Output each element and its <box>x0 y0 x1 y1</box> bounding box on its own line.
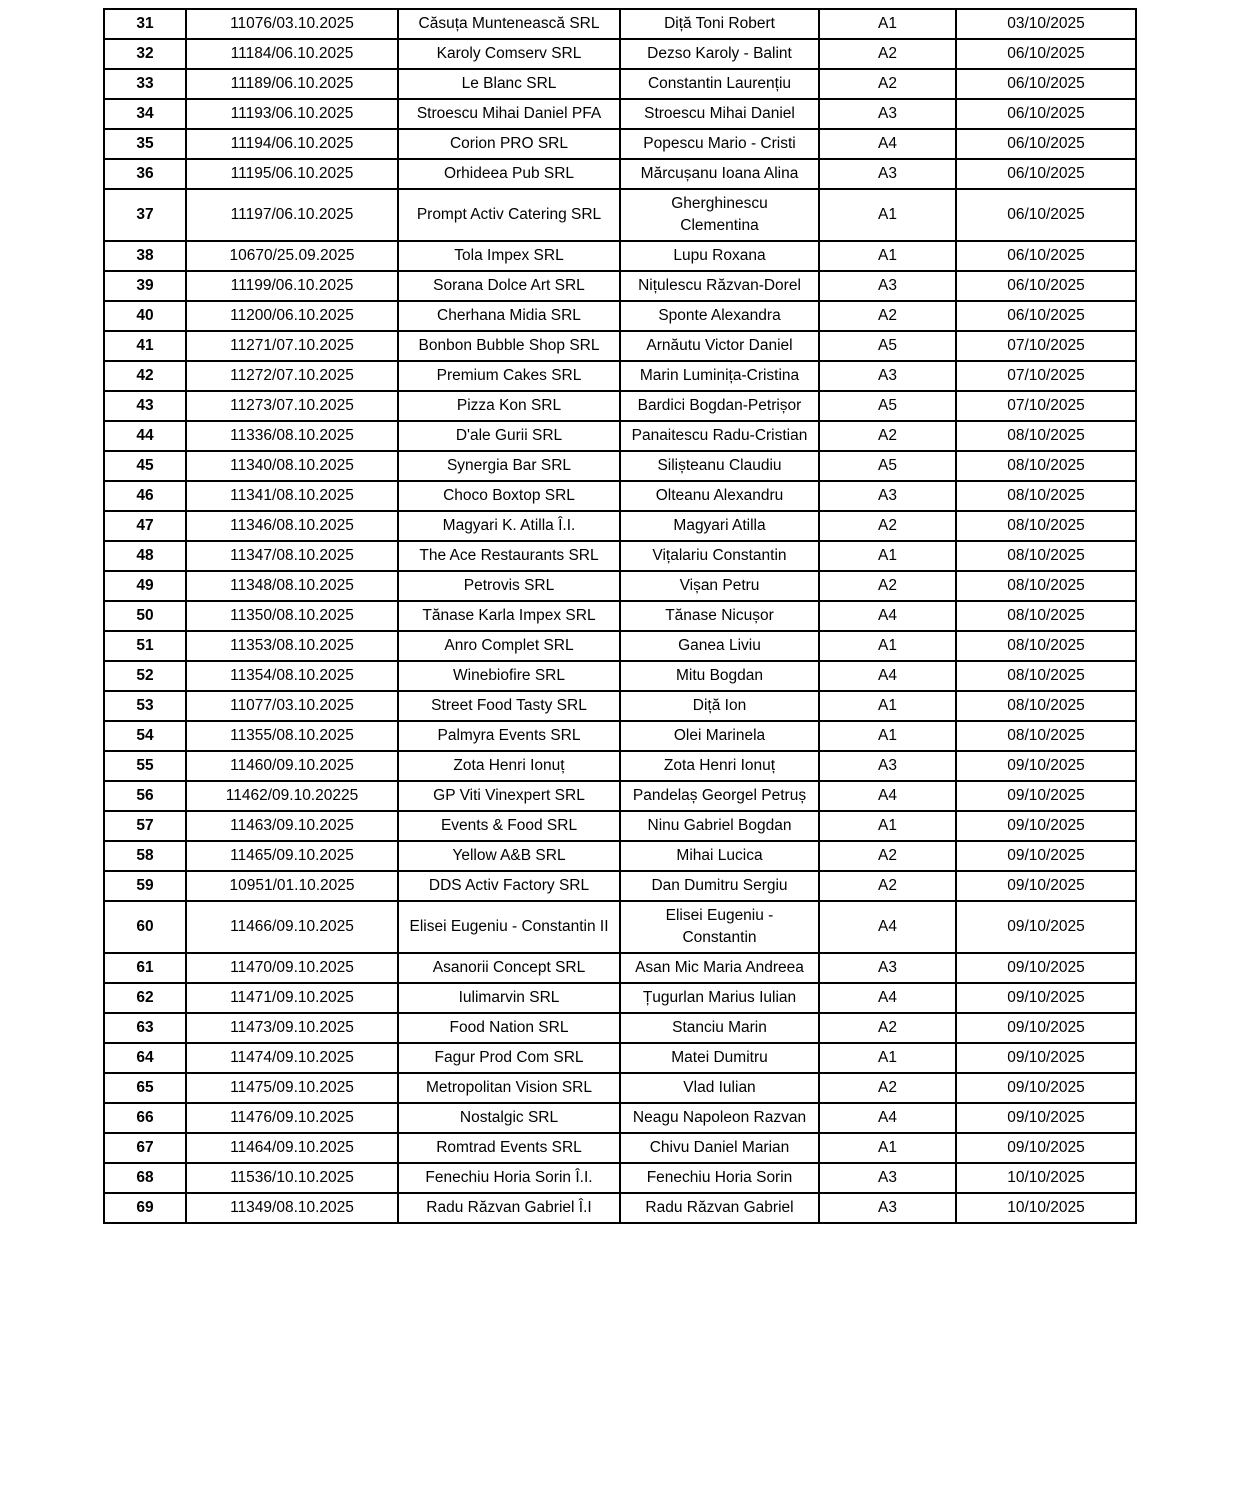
cell-date: 09/10/2025 <box>956 841 1136 871</box>
cell-row-number: 33 <box>104 69 186 99</box>
cell-registration-number: 11470/09.10.2025 <box>186 953 398 983</box>
cell-date: 08/10/2025 <box>956 721 1136 751</box>
cell-code: A4 <box>819 983 956 1013</box>
cell-registration-number: 11346/08.10.2025 <box>186 511 398 541</box>
cell-company-name: Food Nation SRL <box>398 1013 620 1043</box>
table-row <box>104 241 1136 271</box>
cell-row-number: 48 <box>104 541 186 571</box>
cell-code: A1 <box>819 691 956 721</box>
cell-company-name: Premium Cakes SRL <box>398 361 620 391</box>
cell-date: 09/10/2025 <box>956 953 1136 983</box>
cell-code: A5 <box>819 391 956 421</box>
cell-company-name: Căsuța Muntenească SRL <box>398 9 620 39</box>
cell-registration-number: 11340/08.10.2025 <box>186 451 398 481</box>
cell-code: A4 <box>819 129 956 159</box>
cell-date: 09/10/2025 <box>956 1073 1136 1103</box>
cell-company-name: Fagur Prod Com SRL <box>398 1043 620 1073</box>
cell-representative-name: Dan Dumitru Sergiu <box>620 871 819 901</box>
cell-company-name: Tănase Karla Impex SRL <box>398 601 620 631</box>
cell-company-name: Iulimarvin SRL <box>398 983 620 1013</box>
cell-representative-name: Mărcușanu Ioana Alina <box>620 159 819 189</box>
cell-row-number: 50 <box>104 601 186 631</box>
cell-code: A3 <box>819 1163 956 1193</box>
cell-registration-number: 11197/06.10.2025 <box>186 189 398 241</box>
cell-date: 06/10/2025 <box>956 241 1136 271</box>
cell-row-number: 68 <box>104 1163 186 1193</box>
cell-registration-number: 10670/25.09.2025 <box>186 241 398 271</box>
cell-row-number: 63 <box>104 1013 186 1043</box>
cell-code: A2 <box>819 841 956 871</box>
table-row <box>104 601 1136 631</box>
cell-representative-name: Stanciu Marin <box>620 1013 819 1043</box>
cell-representative-name: Matei Dumitru <box>620 1043 819 1073</box>
cell-company-name: Le Blanc SRL <box>398 69 620 99</box>
cell-registration-number: 10951/01.10.2025 <box>186 871 398 901</box>
cell-row-number: 69 <box>104 1193 186 1223</box>
cell-registration-number: 11195/06.10.2025 <box>186 159 398 189</box>
cell-registration-number: 11464/09.10.2025 <box>186 1133 398 1163</box>
cell-company-name: Karoly Comserv SRL <box>398 39 620 69</box>
cell-representative-name: Neagu Napoleon Razvan <box>620 1103 819 1133</box>
cell-company-name: Corion PRO SRL <box>398 129 620 159</box>
cell-company-name: Street Food Tasty SRL <box>398 691 620 721</box>
cell-representative-name: Elisei Eugeniu - Constantin <box>620 901 819 953</box>
cell-code: A3 <box>819 1193 956 1223</box>
cell-company-name: The Ace Restaurants SRL <box>398 541 620 571</box>
cell-row-number: 43 <box>104 391 186 421</box>
cell-representative-name: Zota Henri Ionuț <box>620 751 819 781</box>
cell-code: A2 <box>819 301 956 331</box>
table-row <box>104 391 1136 421</box>
cell-company-name: GP Viti Vinexpert SRL <box>398 781 620 811</box>
cell-representative-name: Olteanu Alexandru <box>620 481 819 511</box>
cell-company-name: Romtrad Events SRL <box>398 1133 620 1163</box>
cell-date: 07/10/2025 <box>956 331 1136 361</box>
cell-row-number: 39 <box>104 271 186 301</box>
cell-representative-name: Țugurlan Marius Iulian <box>620 983 819 1013</box>
cell-code: A2 <box>819 1073 956 1103</box>
table-row <box>104 1043 1136 1073</box>
cell-company-name: Winebiofire SRL <box>398 661 620 691</box>
cell-code: A2 <box>819 871 956 901</box>
cell-registration-number: 11463/09.10.2025 <box>186 811 398 841</box>
cell-company-name: Synergia Bar SRL <box>398 451 620 481</box>
cell-code: A4 <box>819 661 956 691</box>
table-row <box>104 511 1136 541</box>
cell-registration-number: 11471/09.10.2025 <box>186 983 398 1013</box>
cell-row-number: 42 <box>104 361 186 391</box>
cell-company-name: Choco Boxtop SRL <box>398 481 620 511</box>
cell-registration-number: 11336/08.10.2025 <box>186 421 398 451</box>
cell-date: 09/10/2025 <box>956 781 1136 811</box>
table-row <box>104 661 1136 691</box>
cell-date: 08/10/2025 <box>956 601 1136 631</box>
cell-date: 07/10/2025 <box>956 391 1136 421</box>
cell-date: 08/10/2025 <box>956 631 1136 661</box>
table-row <box>104 571 1136 601</box>
cell-representative-name: Asan Mic Maria Andreea <box>620 953 819 983</box>
cell-row-number: 53 <box>104 691 186 721</box>
cell-code: A4 <box>819 601 956 631</box>
cell-date: 09/10/2025 <box>956 1103 1136 1133</box>
cell-registration-number: 11350/08.10.2025 <box>186 601 398 631</box>
cell-date: 06/10/2025 <box>956 99 1136 129</box>
table-row <box>104 751 1136 781</box>
cell-company-name: Radu Răzvan Gabriel Î.I <box>398 1193 620 1223</box>
cell-row-number: 49 <box>104 571 186 601</box>
table-row <box>104 1163 1136 1193</box>
cell-representative-name: Ninu Gabriel Bogdan <box>620 811 819 841</box>
cell-company-name: Nostalgic SRL <box>398 1103 620 1133</box>
cell-date: 06/10/2025 <box>956 189 1136 241</box>
table-row <box>104 811 1136 841</box>
document-page <box>103 8 1137 1224</box>
cell-row-number: 57 <box>104 811 186 841</box>
cell-date: 08/10/2025 <box>956 571 1136 601</box>
cell-row-number: 47 <box>104 511 186 541</box>
cell-code: A1 <box>819 541 956 571</box>
table-row <box>104 983 1136 1013</box>
cell-code: A5 <box>819 331 956 361</box>
cell-registration-number: 11473/09.10.2025 <box>186 1013 398 1043</box>
table-row <box>104 1133 1136 1163</box>
table-row <box>104 99 1136 129</box>
cell-registration-number: 11460/09.10.2025 <box>186 751 398 781</box>
table-row <box>104 331 1136 361</box>
cell-code: A4 <box>819 901 956 953</box>
cell-date: 09/10/2025 <box>956 1133 1136 1163</box>
table-row <box>104 1103 1136 1133</box>
cell-date: 09/10/2025 <box>956 1043 1136 1073</box>
cell-registration-number: 11474/09.10.2025 <box>186 1043 398 1073</box>
cell-representative-name: Gherghinescu Clementina <box>620 189 819 241</box>
cell-row-number: 36 <box>104 159 186 189</box>
cell-representative-name: Panaitescu Radu-Cristian <box>620 421 819 451</box>
cell-representative-name: Vlad Iulian <box>620 1073 819 1103</box>
cell-company-name: Metropolitan Vision SRL <box>398 1073 620 1103</box>
cell-representative-name: Olei Marinela <box>620 721 819 751</box>
cell-representative-name: Pandelaș Georgel Petruș <box>620 781 819 811</box>
cell-code: A1 <box>819 1133 956 1163</box>
table-row <box>104 39 1136 69</box>
cell-registration-number: 11077/03.10.2025 <box>186 691 398 721</box>
cell-registration-number: 11189/06.10.2025 <box>186 69 398 99</box>
cell-company-name: Fenechiu Horia Sorin Î.I. <box>398 1163 620 1193</box>
cell-representative-name: Radu Răzvan Gabriel <box>620 1193 819 1223</box>
cell-company-name: Bonbon Bubble Shop SRL <box>398 331 620 361</box>
cell-code: A2 <box>819 1013 956 1043</box>
cell-representative-name: Diță Ion <box>620 691 819 721</box>
cell-date: 09/10/2025 <box>956 901 1136 953</box>
cell-representative-name: Lupu Roxana <box>620 241 819 271</box>
cell-company-name: Cherhana Midia SRL <box>398 301 620 331</box>
cell-representative-name: Silișteanu Claudiu <box>620 451 819 481</box>
cell-representative-name: Stroescu Mihai Daniel <box>620 99 819 129</box>
cell-code: A2 <box>819 571 956 601</box>
cell-row-number: 64 <box>104 1043 186 1073</box>
cell-code: A1 <box>819 1043 956 1073</box>
cell-representative-name: Popescu Mario - Cristi <box>620 129 819 159</box>
cell-representative-name: Mitu Bogdan <box>620 661 819 691</box>
cell-date: 03/10/2025 <box>956 9 1136 39</box>
cell-date: 08/10/2025 <box>956 451 1136 481</box>
cell-company-name: Magyari K. Atilla Î.I. <box>398 511 620 541</box>
cell-representative-name: Nițulescu Răzvan-Dorel <box>620 271 819 301</box>
cell-date: 09/10/2025 <box>956 871 1136 901</box>
cell-date: 06/10/2025 <box>956 301 1136 331</box>
cell-code: A5 <box>819 451 956 481</box>
cell-row-number: 40 <box>104 301 186 331</box>
table-row <box>104 631 1136 661</box>
cell-date: 10/10/2025 <box>956 1193 1136 1223</box>
cell-company-name: Asanorii Concept SRL <box>398 953 620 983</box>
cell-row-number: 38 <box>104 241 186 271</box>
cell-company-name: Zota Henri Ionuț <box>398 751 620 781</box>
cell-representative-name: Dezso Karoly - Balint <box>620 39 819 69</box>
cell-row-number: 66 <box>104 1103 186 1133</box>
cell-code: A3 <box>819 159 956 189</box>
cell-row-number: 60 <box>104 901 186 953</box>
cell-registration-number: 11353/08.10.2025 <box>186 631 398 661</box>
cell-company-name: Pizza Kon SRL <box>398 391 620 421</box>
cell-date: 06/10/2025 <box>956 159 1136 189</box>
cell-date: 08/10/2025 <box>956 661 1136 691</box>
cell-row-number: 59 <box>104 871 186 901</box>
cell-row-number: 35 <box>104 129 186 159</box>
table-row <box>104 901 1136 953</box>
cell-registration-number: 11076/03.10.2025 <box>186 9 398 39</box>
table-body <box>104 9 1136 1223</box>
table-row <box>104 271 1136 301</box>
cell-row-number: 61 <box>104 953 186 983</box>
cell-code: A1 <box>819 241 956 271</box>
table-row <box>104 301 1136 331</box>
cell-representative-name: Diță Toni Robert <box>620 9 819 39</box>
cell-row-number: 65 <box>104 1073 186 1103</box>
cell-date: 06/10/2025 <box>956 271 1136 301</box>
cell-representative-name: Vișan Petru <box>620 571 819 601</box>
table-row <box>104 841 1136 871</box>
cell-row-number: 56 <box>104 781 186 811</box>
cell-registration-number: 11194/06.10.2025 <box>186 129 398 159</box>
table-row <box>104 129 1136 159</box>
cell-date: 06/10/2025 <box>956 39 1136 69</box>
cell-company-name: Orhideea Pub SRL <box>398 159 620 189</box>
table-row <box>104 481 1136 511</box>
cell-registration-number: 11200/06.10.2025 <box>186 301 398 331</box>
cell-code: A3 <box>819 953 956 983</box>
cell-date: 06/10/2025 <box>956 69 1136 99</box>
cell-registration-number: 11341/08.10.2025 <box>186 481 398 511</box>
cell-date: 08/10/2025 <box>956 541 1136 571</box>
cell-representative-name: Sponte Alexandra <box>620 301 819 331</box>
cell-code: A2 <box>819 511 956 541</box>
cell-code: A3 <box>819 361 956 391</box>
registry-table <box>103 8 1137 1224</box>
cell-date: 07/10/2025 <box>956 361 1136 391</box>
cell-registration-number: 11475/09.10.2025 <box>186 1073 398 1103</box>
cell-representative-name: Bardici Bogdan-Petrișor <box>620 391 819 421</box>
cell-registration-number: 11349/08.10.2025 <box>186 1193 398 1223</box>
cell-registration-number: 11347/08.10.2025 <box>186 541 398 571</box>
cell-company-name: Elisei Eugeniu - Constantin II <box>398 901 620 953</box>
cell-row-number: 31 <box>104 9 186 39</box>
cell-company-name: Prompt Activ Catering SRL <box>398 189 620 241</box>
cell-representative-name: Vițalariu Constantin <box>620 541 819 571</box>
cell-code: A1 <box>819 9 956 39</box>
cell-row-number: 44 <box>104 421 186 451</box>
table-row <box>104 1193 1136 1223</box>
cell-row-number: 45 <box>104 451 186 481</box>
table-row <box>104 361 1136 391</box>
cell-code: A3 <box>819 481 956 511</box>
cell-date: 10/10/2025 <box>956 1163 1136 1193</box>
cell-code: A2 <box>819 421 956 451</box>
cell-date: 09/10/2025 <box>956 1013 1136 1043</box>
cell-row-number: 67 <box>104 1133 186 1163</box>
cell-code: A1 <box>819 631 956 661</box>
cell-date: 08/10/2025 <box>956 691 1136 721</box>
cell-registration-number: 11272/07.10.2025 <box>186 361 398 391</box>
cell-representative-name: Mihai Lucica <box>620 841 819 871</box>
cell-code: A3 <box>819 751 956 781</box>
cell-code: A1 <box>819 811 956 841</box>
table-row <box>104 69 1136 99</box>
cell-registration-number: 11466/09.10.2025 <box>186 901 398 953</box>
cell-row-number: 62 <box>104 983 186 1013</box>
table-row <box>104 721 1136 751</box>
cell-row-number: 46 <box>104 481 186 511</box>
cell-row-number: 41 <box>104 331 186 361</box>
cell-registration-number: 11199/06.10.2025 <box>186 271 398 301</box>
cell-registration-number: 11348/08.10.2025 <box>186 571 398 601</box>
table-row <box>104 9 1136 39</box>
cell-code: A2 <box>819 69 956 99</box>
cell-row-number: 34 <box>104 99 186 129</box>
cell-row-number: 37 <box>104 189 186 241</box>
cell-row-number: 51 <box>104 631 186 661</box>
cell-code: A1 <box>819 189 956 241</box>
cell-row-number: 32 <box>104 39 186 69</box>
cell-date: 08/10/2025 <box>956 421 1136 451</box>
cell-registration-number: 11355/08.10.2025 <box>186 721 398 751</box>
cell-row-number: 54 <box>104 721 186 751</box>
cell-row-number: 58 <box>104 841 186 871</box>
table-row <box>104 781 1136 811</box>
cell-representative-name: Arnăutu Victor Daniel <box>620 331 819 361</box>
cell-code: A1 <box>819 721 956 751</box>
cell-company-name: Palmyra Events SRL <box>398 721 620 751</box>
cell-code: A4 <box>819 781 956 811</box>
cell-date: 09/10/2025 <box>956 751 1136 781</box>
cell-representative-name: Tănase Nicușor <box>620 601 819 631</box>
cell-registration-number: 11273/07.10.2025 <box>186 391 398 421</box>
table-row <box>104 541 1136 571</box>
cell-date: 09/10/2025 <box>956 811 1136 841</box>
cell-date: 09/10/2025 <box>956 983 1136 1013</box>
cell-representative-name: Constantin Laurențiu <box>620 69 819 99</box>
cell-representative-name: Ganea Liviu <box>620 631 819 661</box>
cell-row-number: 52 <box>104 661 186 691</box>
cell-code: A2 <box>819 39 956 69</box>
cell-registration-number: 11465/09.10.2025 <box>186 841 398 871</box>
cell-registration-number: 11271/07.10.2025 <box>186 331 398 361</box>
cell-registration-number: 11193/06.10.2025 <box>186 99 398 129</box>
table-row <box>104 1013 1136 1043</box>
table-row <box>104 953 1136 983</box>
cell-company-name: Anro Complet SRL <box>398 631 620 661</box>
cell-representative-name: Fenechiu Horia Sorin <box>620 1163 819 1193</box>
cell-date: 06/10/2025 <box>956 129 1136 159</box>
cell-registration-number: 11184/06.10.2025 <box>186 39 398 69</box>
cell-company-name: Yellow A&B SRL <box>398 841 620 871</box>
cell-company-name: DDS Activ Factory SRL <box>398 871 620 901</box>
table-row <box>104 691 1136 721</box>
cell-company-name: Sorana Dolce Art SRL <box>398 271 620 301</box>
table-row <box>104 421 1136 451</box>
cell-company-name: Petrovis SRL <box>398 571 620 601</box>
cell-company-name: D'ale Gurii SRL <box>398 421 620 451</box>
table-row <box>104 871 1136 901</box>
cell-representative-name: Marin Luminița-Cristina <box>620 361 819 391</box>
cell-representative-name: Chivu Daniel Marian <box>620 1133 819 1163</box>
cell-company-name: Stroescu Mihai Daniel PFA <box>398 99 620 129</box>
cell-registration-number: 11536/10.10.2025 <box>186 1163 398 1193</box>
cell-representative-name: Magyari Atilla <box>620 511 819 541</box>
cell-company-name: Tola Impex SRL <box>398 241 620 271</box>
cell-date: 08/10/2025 <box>956 511 1136 541</box>
cell-code: A3 <box>819 271 956 301</box>
cell-row-number: 55 <box>104 751 186 781</box>
cell-company-name: Events & Food SRL <box>398 811 620 841</box>
cell-registration-number: 11476/09.10.2025 <box>186 1103 398 1133</box>
cell-code: A3 <box>819 99 956 129</box>
cell-registration-number: 11462/09.10.20225 <box>186 781 398 811</box>
table-row <box>104 159 1136 189</box>
cell-date: 08/10/2025 <box>956 481 1136 511</box>
table-row <box>104 451 1136 481</box>
table-row <box>104 189 1136 241</box>
table-row <box>104 1073 1136 1103</box>
cell-registration-number: 11354/08.10.2025 <box>186 661 398 691</box>
cell-code: A4 <box>819 1103 956 1133</box>
